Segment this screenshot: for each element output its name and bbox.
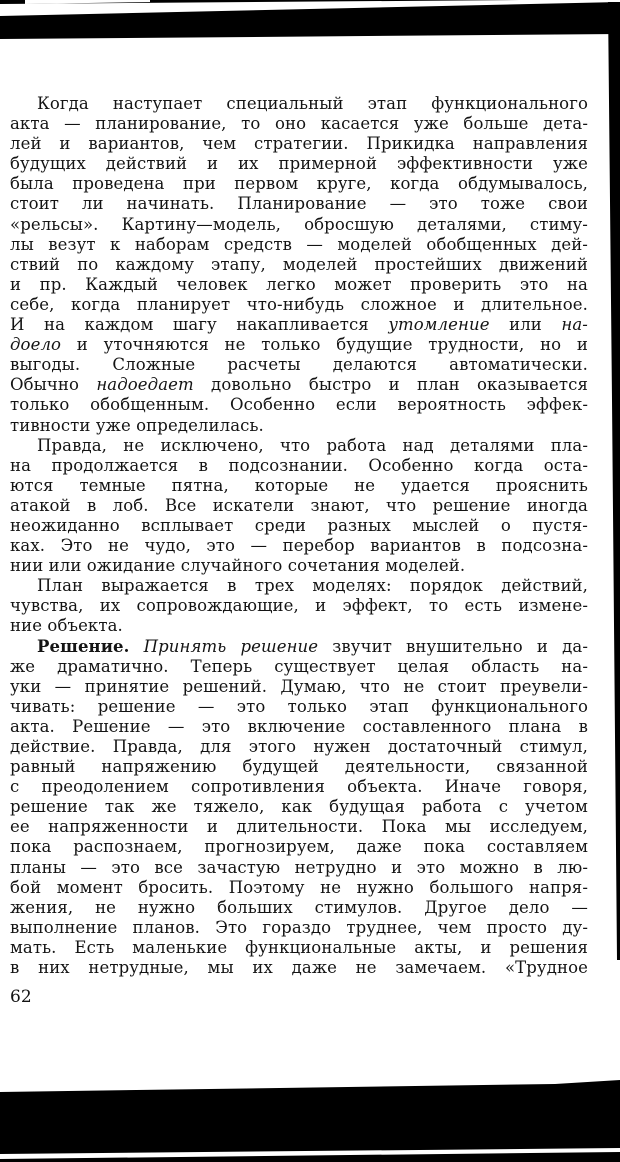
- text-line: [10, 355, 588, 375]
- body-text: ние объекта.: [10, 616, 123, 636]
- text-line: [10, 436, 588, 456]
- text-line: [10, 154, 588, 174]
- text-line: [10, 516, 588, 536]
- paragraph: [10, 637, 588, 979]
- text-line: [10, 235, 588, 255]
- text-line: [10, 275, 588, 295]
- text-line: [10, 395, 588, 415]
- body-text: Обычно: [10, 375, 97, 395]
- text-line: [10, 576, 588, 596]
- paragraph: [10, 576, 588, 636]
- emphasis-text: надоедает: [96, 375, 194, 395]
- body-text: уки — принятие решений. Думаю, что не стоит преувели-: [10, 676, 588, 696]
- body-text: с преодолением сопротивления объекта. Иначе говоря,: [10, 777, 588, 797]
- text-line: [10, 134, 588, 154]
- body-text: ствий по каждому этапу, моделей простейших движений: [10, 254, 588, 274]
- text-line: [10, 657, 588, 677]
- text-line: [10, 335, 588, 355]
- text-line: [10, 697, 588, 717]
- body-text: же драматично. Теперь существует целая область на-: [10, 656, 588, 676]
- body-text: Правда, не исключено, что работа над деталями пла-: [37, 435, 588, 455]
- body-text: И на каждом шагу накапливается: [10, 315, 389, 335]
- text-line: [10, 958, 588, 978]
- text-line: [10, 878, 588, 898]
- body-text: выгоды. Сложные расчеты делаются автоматически.: [10, 355, 588, 375]
- text-line: [10, 616, 588, 636]
- text-line: [10, 114, 588, 134]
- emphasis-text: Принять решение: [143, 636, 319, 656]
- text-line: [10, 375, 588, 395]
- body-text: действие. Правда, для этого нужен достаточный стимул,: [10, 737, 588, 756]
- body-text: акта — планирование, то оно касается уже больше дета-: [10, 114, 588, 134]
- body-text: лы везут к наборам средств — моделей обобщенных дей-: [10, 234, 588, 254]
- text-line: [10, 837, 588, 857]
- body-text: чивать: решение — это только этап функционального: [10, 696, 588, 716]
- body-text: «рельсы». Картину—модель, обросшую деталями, стиму-: [10, 214, 588, 234]
- text-line: [10, 797, 588, 817]
- body-text: решение так же тяжело, как будущая работа с учетом: [10, 797, 588, 817]
- body-text: планы — это все зачастую нетрудно и это можно в лю-: [10, 857, 588, 877]
- body-text: только обобщенным. Особенно если вероятность эффек-: [10, 395, 588, 415]
- body-text: была проведена при первом круге, когда обдумывалось,: [10, 174, 588, 194]
- text-line: [10, 858, 588, 878]
- scan-edge-right: [606, 0, 620, 1000]
- body-text: довольно быстро и план оказывается: [193, 375, 588, 395]
- body-text: атакой в лоб. Все искатели знают, что решение иногда: [10, 495, 588, 515]
- page-text: [10, 94, 588, 978]
- scan-edge-bottom: [0, 1078, 620, 1162]
- body-text: или: [489, 315, 562, 335]
- body-text: себе, когда планирует что-нибудь сложное и длительное.: [10, 294, 588, 314]
- run-in-heading: Решение.: [37, 636, 130, 656]
- text-line: [10, 456, 588, 476]
- text-line: [10, 194, 588, 214]
- page-number: 62: [10, 987, 32, 1007]
- body-text: ках. Это не чудо, это — перебор вариантов в подсозна-: [10, 536, 588, 556]
- text-line: [10, 717, 588, 737]
- body-text: План выражается в трех моделях: порядок действий,: [37, 576, 588, 596]
- body-text: жения, не нужно больших стимулов. Другое дело —: [10, 897, 588, 917]
- text-line: [10, 938, 588, 958]
- body-text: нии или ожидание случайного сочетания моделей.: [10, 556, 466, 576]
- text-line: [10, 174, 588, 194]
- body-text: и уточняются не только будущие трудности, но и: [61, 335, 588, 355]
- body-text: лей и вариантов, чем стратегии. Прикидка направления: [10, 134, 588, 154]
- text-line: [10, 637, 588, 657]
- text-line: [10, 918, 588, 938]
- text-line: [10, 94, 588, 114]
- text-line: [10, 556, 588, 576]
- text-line: [10, 817, 588, 837]
- text-line: [10, 315, 588, 335]
- text-line: [10, 677, 588, 697]
- body-text: выполнение планов. Это гораздо труднее, чем просто ду-: [10, 917, 588, 937]
- body-text: [130, 637, 144, 656]
- body-text: будущих действий и их примерной эффективности уже: [10, 154, 588, 174]
- body-text: ее напряженности и длительности. Пока мы исследуем,: [10, 817, 588, 837]
- text-line: [10, 737, 588, 757]
- text-line: [10, 496, 588, 516]
- body-text: ются темные пятна, которые не удается прояснить: [10, 475, 588, 495]
- text-line: [10, 295, 588, 315]
- body-text: неожиданно всплывает среди разных мыслей о пустя-: [10, 515, 588, 535]
- body-text: тивности уже определилась.: [10, 415, 264, 435]
- body-text: бой момент бросить. Поэтому не нужно большого напря-: [10, 877, 588, 897]
- emphasis-text: на-: [561, 315, 588, 335]
- body-text: Когда наступает специальный этап функционального: [37, 94, 588, 113]
- body-text: пока распознаем, прогнозируем, даже пока составляем: [10, 837, 588, 857]
- body-text: стоит ли начинать. Планирование — это тоже свои: [10, 194, 588, 214]
- text-line: [10, 596, 588, 616]
- body-text: мать. Есть маленькие функциональные акты, и решения: [10, 937, 588, 957]
- paragraph: [10, 436, 588, 577]
- scan-edge-top: [0, 0, 620, 45]
- body-text: на продолжается в подсознании. Особенно когда оста-: [10, 455, 588, 475]
- text-line: [10, 757, 588, 777]
- text-line: [10, 536, 588, 556]
- emphasis-text: утомление: [388, 315, 490, 335]
- text-line: [10, 476, 588, 496]
- body-text: и пр. Каждый человек легко может проверить это на: [10, 274, 588, 294]
- text-line: [10, 215, 588, 235]
- body-text: чувства, их сопровождающие, и эффект, то есть измене-: [10, 596, 588, 616]
- text-line: [10, 777, 588, 797]
- emphasis-text: доело: [10, 335, 62, 355]
- body-text: в них нетрудные, мы их даже не замечаем. «Трудное: [10, 958, 588, 978]
- body-text: равный напряжению будущей деятельности, связанной: [10, 757, 588, 777]
- text-line: [10, 898, 588, 918]
- paragraph: [10, 94, 588, 436]
- text-line: [10, 416, 588, 436]
- body-text: звучит внушительно и да-: [318, 636, 588, 656]
- body-text: акта. Решение — это включение составленного плана в: [10, 716, 588, 736]
- text-line: [10, 255, 588, 275]
